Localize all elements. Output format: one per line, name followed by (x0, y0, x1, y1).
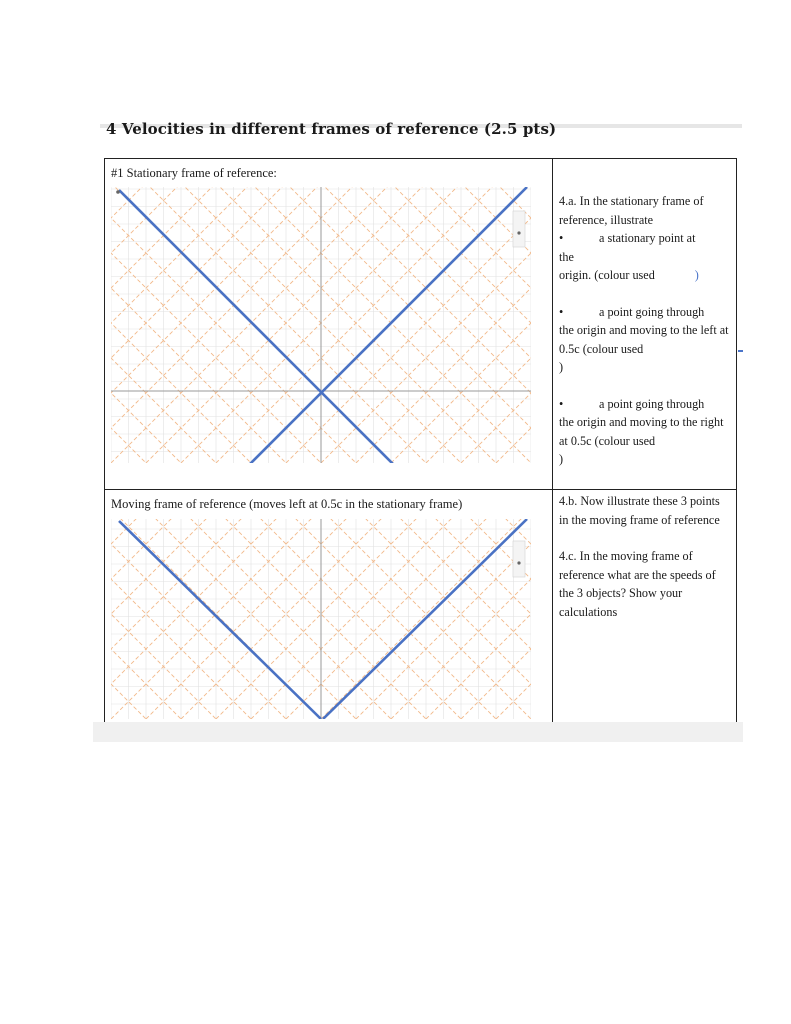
bullet-item-left (559, 303, 730, 322)
table-row (105, 490, 737, 726)
cursor-mark (738, 350, 743, 352)
stationary-frame-label: #1 Stationary frame of reference: (111, 166, 277, 180)
item3-text: a point going through (599, 396, 705, 411)
moving-spacetime-diagram[interactable] (111, 519, 531, 719)
close-paren: ) (559, 360, 564, 374)
question-4a-cell (553, 159, 737, 490)
close-paren: ) (694, 268, 699, 282)
moving-frame-label: Moving frame of reference (moves left at 0.5c in the stationary frame) (111, 497, 463, 511)
item1-cont1: the (559, 249, 574, 264)
q4a-intro: 4.a. In the stationary frame of reference, illustrate (559, 194, 704, 227)
page-bottom-bar (93, 722, 743, 742)
worksheet-table (104, 158, 737, 726)
graph-side-toolbar (513, 211, 525, 247)
item1-text: a stationary point at (599, 231, 696, 245)
bullet-item-right (559, 395, 730, 414)
bullet-item-stationary (559, 229, 730, 248)
stationary-spacetime-diagram[interactable] (111, 187, 531, 463)
q4c-text: 4.c. In the moving frame of reference what are the speeds of the 3 objects? Show your calculations (559, 549, 716, 619)
stationary-frame-cell (105, 159, 553, 490)
item3-cont: the origin and moving to the right at 0.5c (colour used (559, 415, 724, 448)
graph-side-toolbar (513, 541, 525, 577)
bullet-icon: • (559, 304, 564, 319)
question-4b-4c-text (553, 490, 736, 621)
moving-frame-cell (105, 490, 553, 726)
question-4a-text (553, 159, 736, 469)
item1-cont2: origin. (colour used (559, 268, 655, 282)
question-4bc-cell (553, 490, 737, 726)
close-paren: ) (559, 452, 564, 466)
item2-text: a point going through (599, 304, 705, 319)
bullet-icon: • (559, 231, 564, 245)
bullet-icon: • (559, 396, 564, 411)
section-title: 4 Velocities in different frames of reference (2.5 pts) (106, 120, 557, 138)
table-row (105, 159, 737, 490)
q4b-text: 4.b. Now illustrate these 3 points in the moving frame of reference (559, 494, 720, 527)
item2-cont: the origin and moving to the left at 0.5c (colour used (559, 323, 729, 356)
item1-cont2-line (559, 266, 730, 285)
